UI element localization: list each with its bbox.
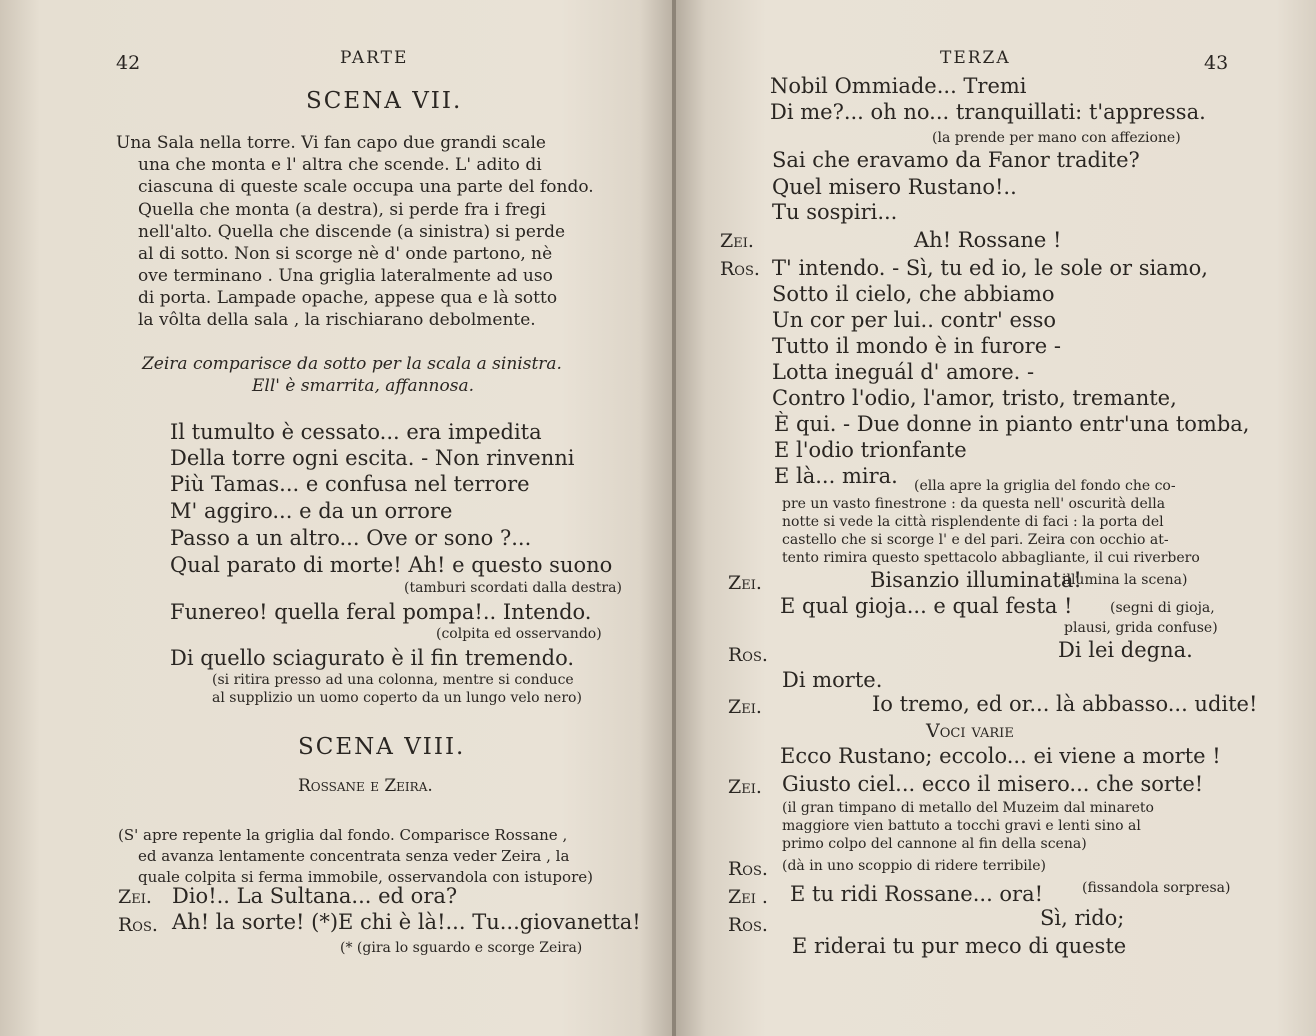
voices-heading: Voci varie [926,720,1014,742]
speaker-label: Zei. [728,776,762,798]
scene-title: SCENA VIII. [298,734,466,760]
verse-line: Contro l'odio, l'amor, tristo, tremante, [772,386,1177,410]
dialogue-line: Sì, rido; [1040,906,1125,930]
dialogue-line: E qual gioja... e qual festa ! [780,594,1073,618]
verse-line: E là... mira. [774,464,898,488]
speaker-label: Zei. [728,696,762,718]
page-number: 43 [1204,52,1229,74]
verse-line: Nobil Ommiade... Tremi [770,74,1027,98]
verse-line: Tutto il mondo è in furore - [772,334,1061,358]
right-page: TERZA 43 Nobil Ommiade... Tremi Di me?... oh no... tranquillati: t'appressa. (la prende per mano con affezione) Sai che eravamo da Fanor tradite? Quel misero Rustano!.. Tu sospiri... Zei. Ah! Rossane ! Ros. T' intendo. - Sì, tu ed io, le sole or siamo, Sotto il cielo, che abbiamo Un cor per lui.. contr' esso Tutto il mondo è in furore - Lotta ineguál d' amore. - Contro l'odio, l'amor, tristo, tremante, È qui. - Due donne in pianto entr'una tomba, E l'odio trionfante E là... mira. (ella apre la griglia del fondo che co- pre un vasto finestrone : da questa nell' oscurità della notte si vede la città risplendente di faci : la porta del castello che si scorge l' e del pari. Zeira con occhio at- tento rimira questo spettacolo abbagliante, il cui riverbero Zei. Bisanzio illuminata! illumina la scena) E qual gioja... e qual festa ! (segni di gioja, plausi, grida confuse) Ros. Di lei degna. Di morte. Zei. Io tremo, ed or... là abbasso... udite! Voci varie Ecco Rustano; eccolo... ei viene a morte ! Zei. Giusto ciel... ecco il misero... che sorte! (il gran timpano di metallo del Muzeim dal minareto maggiore vien battuto a tocchi gravi e lenti sino al primo colpo del cannone al fin della scena) Ros. (dà in uno scoppio di ridere terribile) Zei . E tu ridi Rossane... ora! (fissandola sorpresa) Ros. Sì, rido; E riderai tu pur meco di queste [676,0,1316,1036]
page-edges [0,0,18,1036]
dialogue-line: Bisanzio illuminata! [870,568,1082,592]
verse-line: Di me?... oh no... tranquillati: t'appressa. [770,100,1206,124]
scene-characters: Rossane e Zeira. [298,776,433,796]
stage-direction: (la prende per mano con affezione) [932,130,1181,146]
running-head: PARTE [340,48,409,68]
stage-direction: plausi, grida confuse) [1064,620,1218,636]
speaker-label: Zei . [728,886,768,908]
stage-direction: (colpita ed osservando) [436,626,602,642]
dialogue-line: E tu ridi Rossane... ora! [790,882,1044,906]
speaker-label: Ros. [728,858,768,880]
verse-line: Un cor per lui.. contr' esso [772,308,1057,332]
speaker-label: Ros. [720,258,760,280]
speaker-label: Zei. [720,230,754,252]
verse-line: Della torre ogni escita. - Non rinvenni [170,446,575,470]
entrance-direction: Ell' è smarrita, affannosa. [252,376,474,396]
verse-line: E l'odio trionfante [774,438,967,462]
scene-title: SCENA VII. [306,88,463,114]
verse-line: M' aggiro... e da un orrore [170,499,453,523]
dialogue-line: Dio!.. La Sultana... ed ora? [172,884,458,908]
verse-line: Funereo! quella feral pompa!.. Intendo. [170,600,592,624]
stage-direction: al supplizio un uomo coperto da un lungo velo nero) [212,690,582,706]
verse-line: Di quello sciagurato è il fin tremendo. [170,646,575,670]
entrance-direction: Zeira comparisce da sotto per la scala a sinistra. [142,354,562,374]
verse-line: Passo a un altro... Ove or sono ?... [170,526,532,550]
verse-line: Ecco Rustano; eccolo... ei viene a morte ! [780,744,1221,768]
speaker-label: Zei. [728,572,762,594]
stage-direction: illumina la scena) [1062,572,1188,588]
dialogue-line: Io tremo, ed or... là abbasso... udite! [872,692,1258,716]
verse-line: Il tumulto è cessato... era impedita [170,420,542,444]
stage-direction: (segni di gioja, [1110,600,1215,616]
footnote: (* (gira lo sguardo e scorge Zeira) [340,940,583,956]
dialogue-line: T' intendo. - Sì, tu ed io, le sole or siamo, [772,256,1208,280]
verse-line: Tu sospiri... [772,200,898,224]
speaker-label: Ros. [118,914,158,936]
left-page: 42 PARTE SCENA VII. Una Sala nella torre. Vi fan capo due grandi scale una che monta e l' altra che scende. L' adito di ciascuna di queste scale occupa una parte del fondo. Quella che monta (a destra), si perde fra i fregi nell'alto. Quella che discende (a sinistra) si perde al di sotto. Non si scorge nè d' onde partono, nè ove terminano . Una griglia lateralmente ad uso di porta. Lampade opache, appese qua e là sotto la vôlta della sala , la rischiarano debolmente. Zeira comparisce da sotto per la scala a sinistra. Ell' è smarrita, affannosa. Il tumulto è cessato... era impedita Della torre ogni escita. - Non rinvenni Più Tamas... e confusa nel terrore M' aggiro... e da un orrore Passo a un altro... Ove or sono ?... Qual parato di morte! Ah! e questo suono (tamburi scordati dalla destra) Funereo! quella feral pompa!.. Intendo. (colpita ed osservando) Di quello sciagurato è il fin tremendo. (si ritira presso ad una colonna, mentre si conduce al supplizio un uomo coperto da un lungo velo nero) SCENA VIII. Rossane e Zeira. (S' apre repente la griglia dal fondo. Comparisce Rossane , ed avanza lentamente concentrata senza veder Zeira , la quale colpita si ferma immobile, osservandola con istupore) Zei. Dio!.. La Sultana... ed ora? Ros. Ah! la sorte! (*)E chi è là!... Tu...giovanetta! (* (gira lo sguardo e scorge Zeira) [0,0,674,1036]
running-head: TERZA [940,48,1011,68]
stage-direction: (dà in uno scoppio di ridere terribile) [782,858,1046,874]
stage-direction: (si ritira presso ad una colonna, mentre si conduce [212,672,574,688]
verse-line: Sotto il cielo, che abbiamo [772,282,1055,306]
verse-line: Qual parato di morte! Ah! e questo suono [170,553,613,577]
stage-direction: (fissandola sorpresa) [1082,880,1231,896]
speaker-label: Zei. [118,886,152,908]
dialogue-line: Di lei degna. [1058,638,1193,662]
verse-line: Di morte. [782,668,883,692]
verse-line: Sai che eravamo da Fanor tradite? [772,148,1140,172]
verse-line: E riderai tu pur meco di queste [792,934,1127,958]
dialogue-line: Giusto ciel... ecco il misero... che sorte! [782,772,1204,796]
speaker-label: Ros. [728,644,768,666]
dialogue-line: Ah! Rossane ! [914,228,1062,252]
verse-line: È qui. - Due donne in pianto entr'una tomba, [774,412,1250,436]
verse-line: Quel misero Rustano!.. [772,175,1017,199]
stage-direction: (tamburi scordati dalla destra) [404,580,622,596]
page-number: 42 [116,52,141,74]
dialogue-line: Ah! la sorte! (*)E chi è là!... Tu...giovanetta! [172,910,641,934]
verse-line: Più Tamas... e confusa nel terrore [170,472,530,496]
speaker-label: Ros. [728,914,768,936]
verse-line: Lotta ineguál d' amore. - [772,360,1035,384]
